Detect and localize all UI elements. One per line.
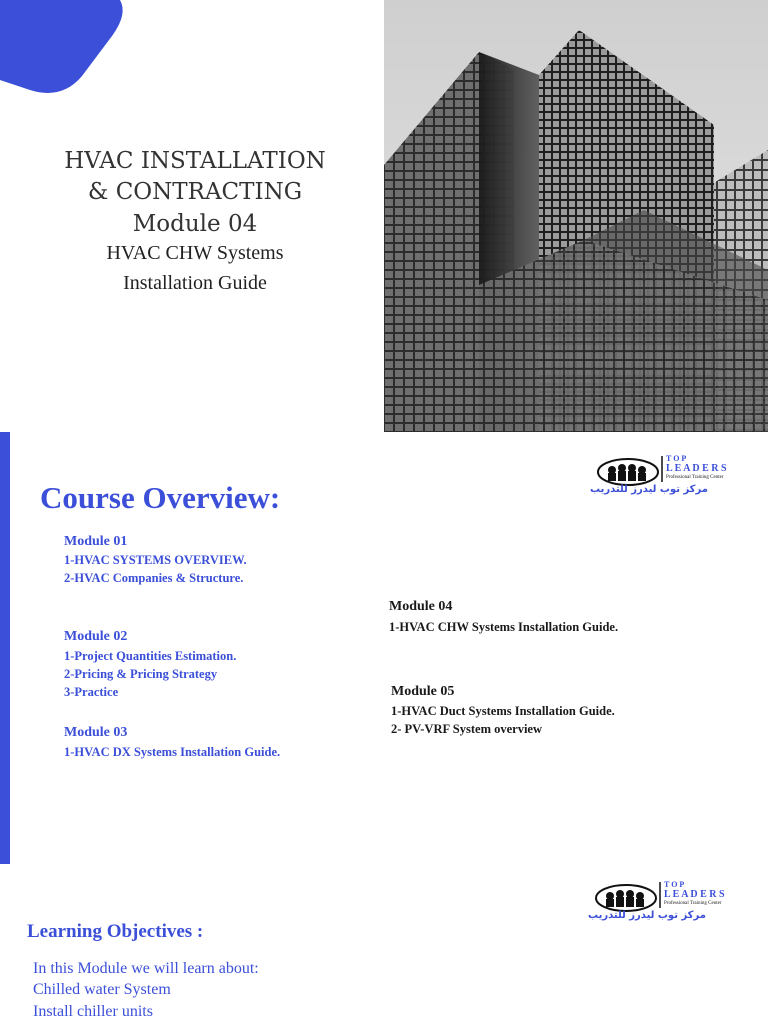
cover-title-module: Module 04 xyxy=(132,211,258,237)
module-02-item-1: 1-Project Quantities Estimation. xyxy=(64,649,237,663)
learning-objectives-heading: Learning Objectives : xyxy=(27,921,204,942)
module-01-item-1: 1-HVAC SYSTEMS OVERVIEW. xyxy=(64,553,247,567)
cover-subtitle-line1: HVAC CHW Systems xyxy=(106,242,284,264)
left-accent-bar xyxy=(0,432,10,864)
top-leaders-logo xyxy=(582,442,762,510)
course-overview-heading: Course Overview: xyxy=(40,480,281,515)
objective-line-1: In this Module we will learn about: xyxy=(33,960,259,977)
module-05-item-1: 1-HVAC Duct Systems Installation Guide. xyxy=(391,704,615,718)
logo-text-top: T O P xyxy=(666,454,687,463)
objective-line-2: Chilled water System xyxy=(33,981,171,998)
module-02-item-3: 3-Practice xyxy=(64,685,119,699)
module-04-title: Module 04 xyxy=(389,599,453,614)
cover-slide xyxy=(0,0,768,432)
learning-objectives-slide xyxy=(0,864,768,1024)
module-03-item-1: 1-HVAC DX Systems Installation Guide. xyxy=(64,745,281,759)
module-01-item-2: 2-HVAC Companies & Structure. xyxy=(64,571,244,585)
module-05-item-2: 2- PV-VRF System overview xyxy=(391,722,542,736)
module-02-item-2: 2-Pricing & Pricing Strategy xyxy=(64,667,218,681)
cover-title-line1: HVAC INSTALLATION xyxy=(64,148,326,174)
logo-text-top: T O P xyxy=(664,880,685,889)
module-04-item-1: 1-HVAC CHW Systems Installation Guide. xyxy=(389,620,619,634)
logo-emblem-icon xyxy=(582,442,762,506)
module-02-title: Module 02 xyxy=(64,629,128,644)
logo-text-subtitle: Professional Training Center xyxy=(664,901,722,906)
skyscraper-photo xyxy=(384,0,768,432)
logo-text-leaders: L E A D E R S xyxy=(666,463,727,474)
logo-text-leaders: L E A D E R S xyxy=(664,889,725,900)
logo-text-arabic: مركز توب ليدرز للتدريب xyxy=(588,910,706,921)
module-03-title: Module 03 xyxy=(64,725,128,740)
logo-text-subtitle: Professional Training Center xyxy=(666,475,724,480)
logo-text-arabic: مركز توب ليدرز للتدريب xyxy=(590,484,708,495)
cover-subtitle-line2: Installation Guide xyxy=(123,272,267,294)
objective-line-3: Install chiller units xyxy=(33,1003,153,1020)
course-overview-slide xyxy=(0,432,768,864)
module-01-title: Module 01 xyxy=(64,534,128,549)
blue-corner-shape xyxy=(0,0,130,100)
cover-title-line2: & CONTRACTING xyxy=(87,179,303,205)
module-05-title: Module 05 xyxy=(391,684,455,699)
logo-emblem-icon xyxy=(580,868,760,932)
top-leaders-logo-2 xyxy=(580,868,760,936)
